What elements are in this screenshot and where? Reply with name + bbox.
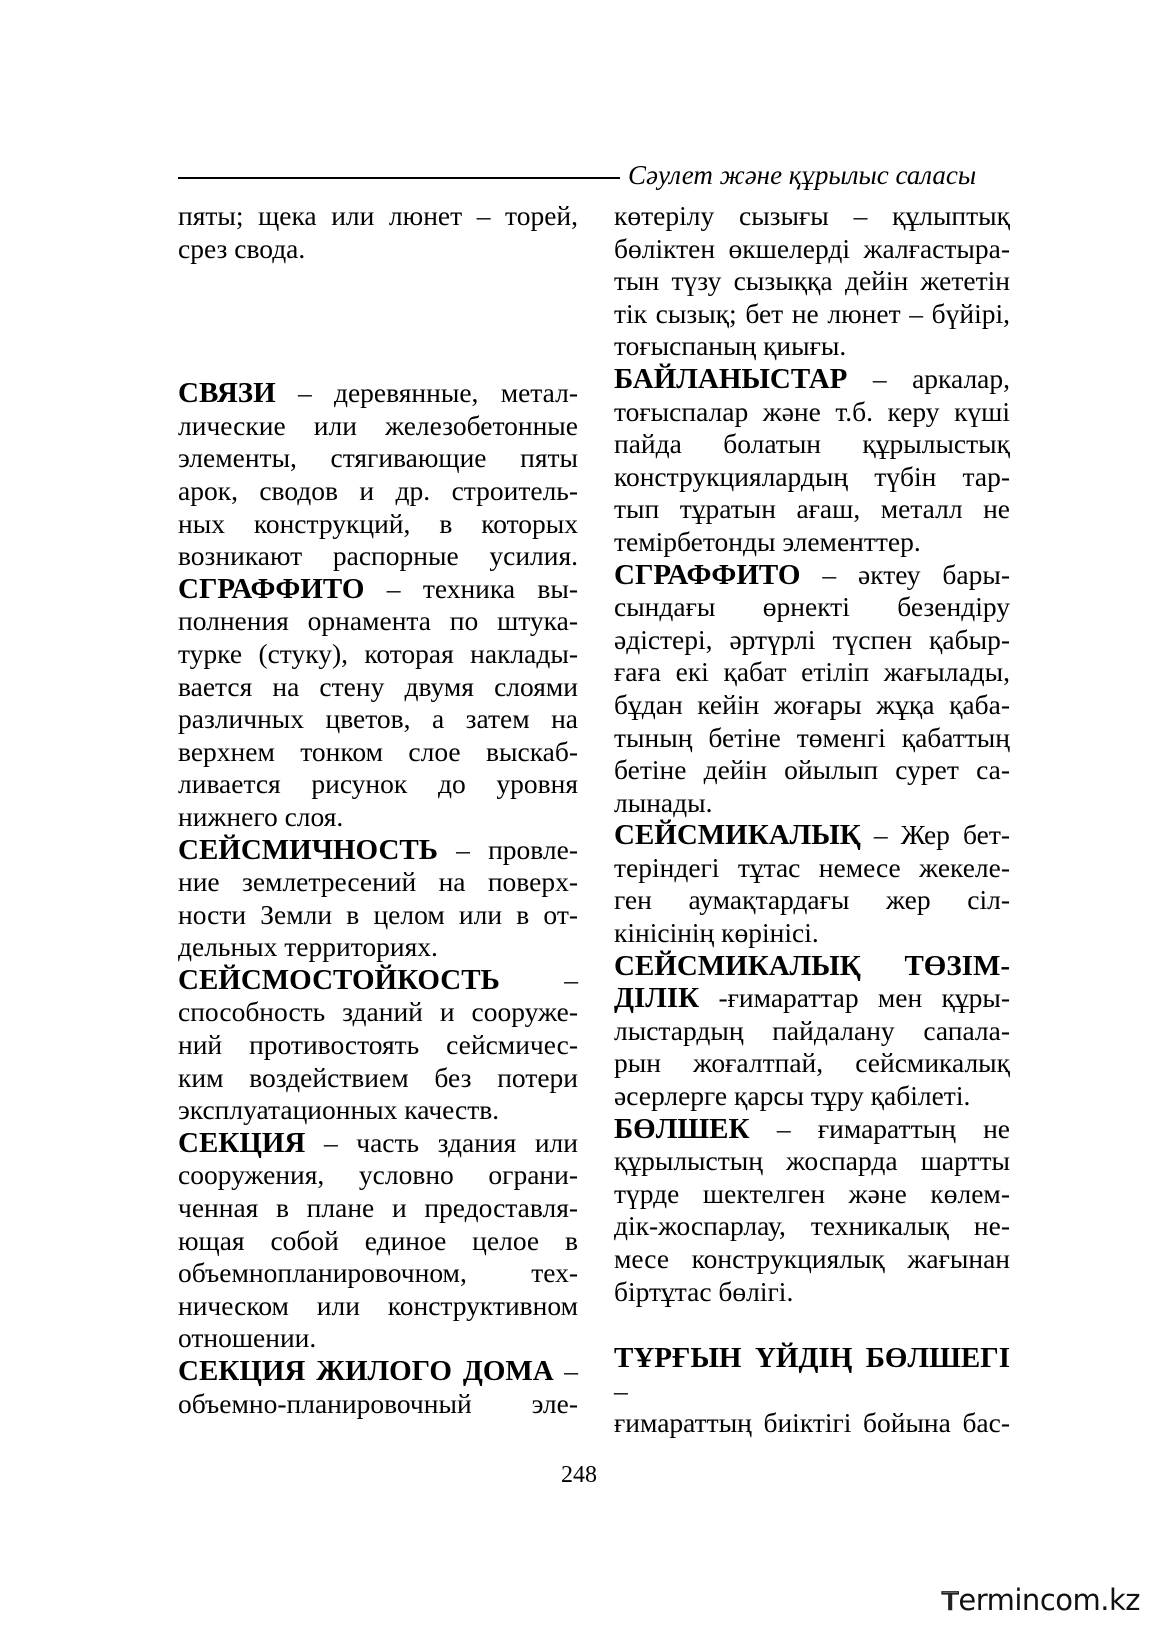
entry-line	[614, 950, 1010, 983]
entry-line: ническом или конструктивном	[178, 1289, 578, 1321]
entry-line: лыстардың пайдалану сапала-	[614, 1014, 1010, 1046]
entry-line: ким воздействием без потери	[178, 1061, 578, 1093]
entry-line: ТҰРҒЫН ҮЙДІҢ БӨЛШЕГІ –	[614, 1342, 1010, 1406]
entry-line: ющая собой единое целое в	[178, 1224, 578, 1256]
entry-line: СВЯЗИ – деревянные, метал-	[178, 377, 578, 410]
entry-line: СЕЙСМИЧНОСТЬ – провле-	[178, 833, 578, 866]
page-number: 248	[561, 1462, 597, 1488]
entry-line: ности Земли в целом или в от-	[178, 898, 578, 930]
entry-line: турке (стуку), которая наклады-	[178, 637, 578, 669]
entry-line: арок, сводов и др. строитель-	[178, 474, 578, 506]
entry-line: СГРАФФИТО – әктеу бары-	[614, 558, 1010, 591]
left-intro-line: срез свода.	[178, 232, 306, 264]
entry-line: ген аумақтардағы жер сіл-	[614, 884, 1010, 916]
termincom-logo-icon	[940, 1581, 960, 1619]
entry-term: СГРАФФИТО	[178, 572, 365, 605]
entry-line: ДІЛІК -ғимараттар мен құры-	[614, 982, 1010, 1015]
entry-line: теріндегі тұтас немесе жекеле-	[614, 851, 1010, 883]
entry-line: лынады.	[614, 786, 713, 818]
entry-line: рын жоғалтпай, сейсмикалық	[614, 1047, 1010, 1079]
entry-line: бетіне дейін ойылып сурет са-	[614, 754, 1010, 786]
entry-line: БАЙЛАНЫСТАР – аркалар,	[614, 362, 1010, 395]
entry-line: возникают распорные усилия.	[178, 540, 578, 572]
entry-term: ДІЛІК	[614, 982, 700, 1015]
entry-line: сооружения, условно ограни-	[178, 1159, 578, 1191]
entry-line: әдістері, әртүрлі түспен қабыр-	[614, 623, 1010, 655]
entry-line: бұдан кейін жоғары жұқа қаба-	[614, 688, 1010, 720]
watermark-text: ermincom.kz	[958, 1583, 1140, 1617]
entry-line: эксплуатационных качеств.	[178, 1094, 500, 1126]
header-rule	[178, 177, 620, 179]
entry-line: ғимараттың биіктігі бойына бас-	[614, 1407, 1010, 1439]
entry-line: тоғыспалар және т.б. керу күші	[614, 395, 1010, 427]
entry-line: ний противостоять сейсмичес-	[178, 1029, 578, 1061]
entry-term: СЕКЦИЯ	[178, 1126, 306, 1159]
entry-term: СГРАФФИТО	[614, 558, 801, 591]
entry-term: ТҰРҒЫН ҮЙДІҢ БӨЛШЕГІ	[614, 1342, 1010, 1375]
entry-line: СГРАФФИТО – техника вы-	[178, 572, 578, 605]
right-intro-line: тік сызық; бет не люнет – бүйірі,	[614, 297, 1010, 329]
entry-term: СЕЙСМОСТОЙКОСТЬ	[178, 963, 500, 996]
entry-line: тып тұратын ағаш, металл не	[614, 493, 1010, 525]
entry-line: объемнопланировочном, тех-	[178, 1257, 578, 1289]
entry-line: сындағы өрнекті безендіру	[614, 591, 1010, 623]
entry-line: вается на стену двумя слоями	[178, 670, 578, 702]
entry-line: құрылыстың жоспарда шартты	[614, 1145, 1010, 1177]
left-intro-line: пяты; щека или люнет – торей,	[178, 200, 578, 231]
right-intro-line: тын түзу сызыққа дейін жететін	[614, 265, 1010, 297]
entry-term: СЕЙСМИКАЛЫҚ ТӨЗІМ-	[614, 949, 1010, 982]
entry-line: различных цветов, а затем на	[178, 703, 578, 735]
entry-term: СЕЙСМИЧНОСТЬ	[178, 833, 438, 866]
entry-line: ливается рисунок до уровня	[178, 768, 578, 800]
entry-line: әсерлерге қарсы тұру қабілеті.	[614, 1080, 971, 1112]
entry-line: кінісінің көрінісі.	[614, 917, 819, 949]
entry-line: верхнем тонком слое выскаб-	[178, 735, 578, 767]
entry-line: темірбетонды элементтер.	[614, 525, 921, 557]
entry-line: объемно-планировочный эле-	[178, 1387, 578, 1419]
entry-line: ченная в плане и предоставля-	[178, 1192, 578, 1224]
entry-line: БӨЛШЕК – ғимараттың не	[614, 1112, 1010, 1145]
entry-line: тының бетіне төменгі қабаттың	[614, 721, 1010, 753]
entry-line: СЕЙСМОСТОЙКОСТЬ –	[178, 963, 578, 996]
entry-line: элементы, стягивающие пяты	[178, 442, 578, 474]
entry-line: отношении.	[178, 1322, 317, 1354]
entry-line: дельных территориях.	[178, 931, 438, 963]
entry-line: полнения орнамента по штука-	[178, 605, 578, 637]
entry-line: месе конструкциялық жағынан	[614, 1243, 1010, 1274]
entry-line: СЕЙСМИКАЛЫҚ – Жер бет-	[614, 819, 1010, 852]
entry-line: біртұтас бөлігі.	[614, 1275, 794, 1307]
entry-line: нижнего слоя.	[178, 800, 344, 832]
entry-term: БАЙЛАНЫСТАР	[614, 362, 848, 395]
right-intro-line: көтерілу сызығы – құлыптық	[614, 200, 1010, 231]
entry-line: түрде шектелген және көлем-	[614, 1177, 1010, 1209]
entry-line: ғаға екі қабат етіліп жағылады,	[614, 656, 1010, 688]
entry-line: СЕКЦИЯ – часть здания или	[178, 1126, 578, 1159]
entry-line: лические или железобетонные	[178, 409, 578, 441]
right-intro-line: тоғыспаның қиығы.	[614, 330, 847, 362]
entry-term: СЕЙСМИКАЛЫҚ	[614, 819, 861, 852]
entry-term: БӨЛШЕК	[614, 1112, 750, 1145]
entry-term: СВЯЗИ	[178, 377, 276, 410]
right-column	[614, 200, 1010, 1440]
entry-line: СЕКЦИЯ ЖИЛОГО ДОМА –	[178, 1355, 578, 1387]
entry-line: ных конструкций, в которых	[178, 507, 578, 539]
termincom-watermark	[940, 1578, 1140, 1622]
entry-line: пайда болатын құрылыстық	[614, 428, 1010, 460]
entry-line: способность зданий и сооруже-	[178, 996, 578, 1028]
right-intro-line: бөліктен өкшелерді жалғастыра-	[614, 232, 1010, 264]
entry-line: ние землетресений на поверх-	[178, 866, 578, 898]
running-header: Сәулет және құрылыс саласы	[628, 160, 977, 190]
entry-term: СЕКЦИЯ ЖИЛОГО ДОМА	[178, 1355, 554, 1387]
entry-line: дік-жоспарлау, техникалық не-	[614, 1210, 1010, 1242]
entry-line: конструкциялардың түбін тар-	[614, 460, 1010, 492]
left-column	[178, 200, 578, 1420]
